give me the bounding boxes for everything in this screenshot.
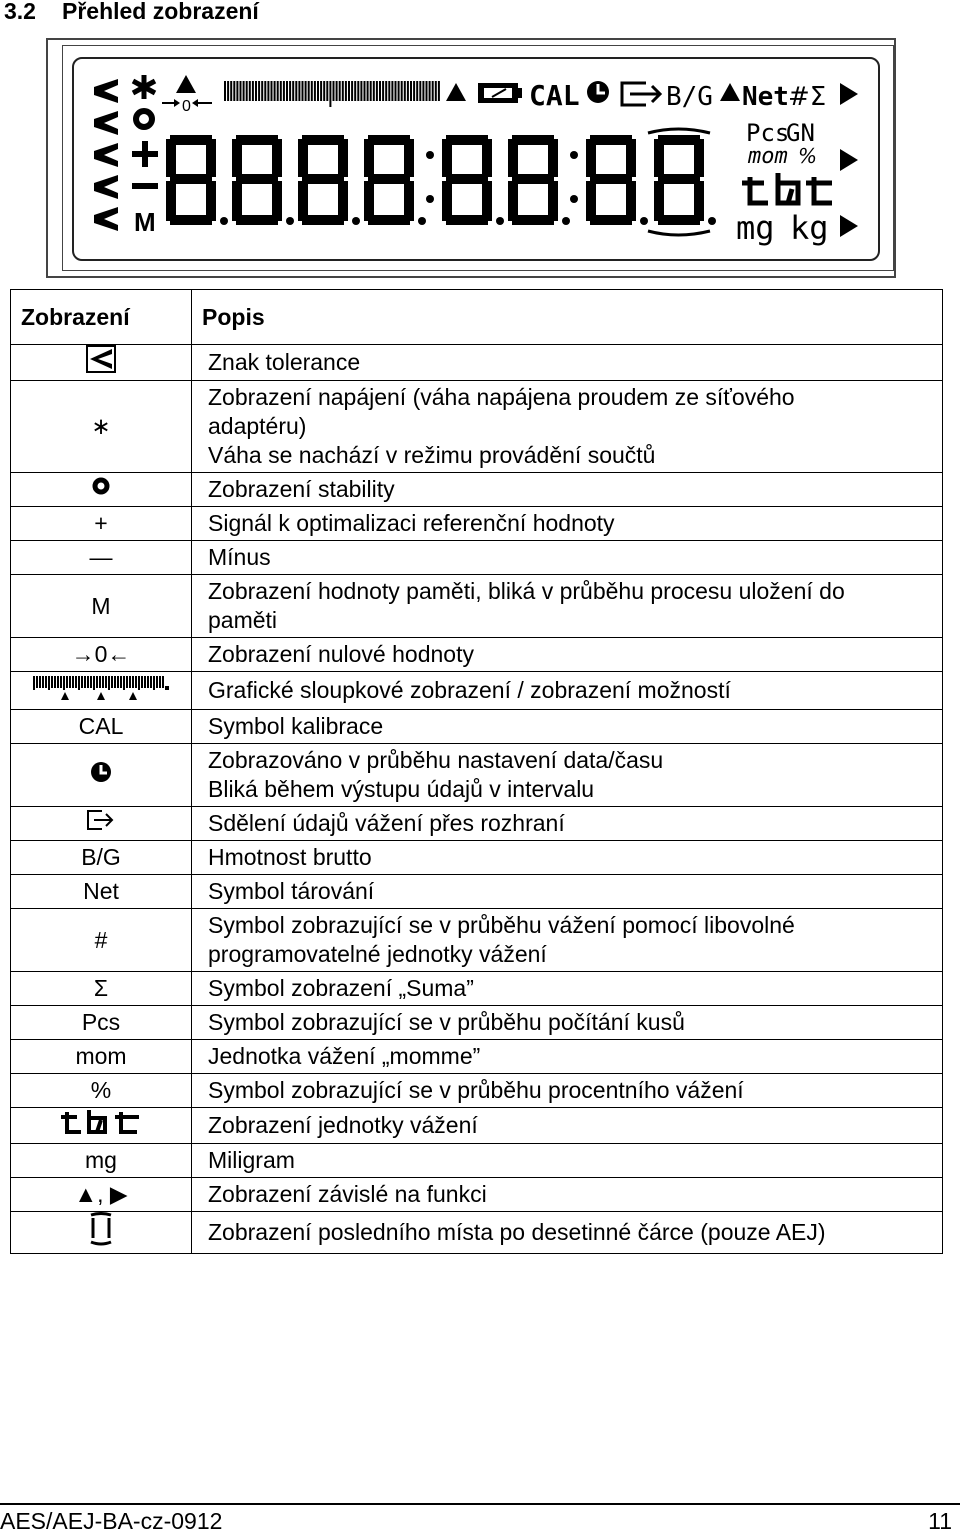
description-cell [192, 744, 943, 807]
table-row [11, 575, 943, 638]
description-text: Symbol zobrazující se v průběhu počítání kusů [208, 1009, 685, 1035]
symbol-text: ▲, ▶ [74, 1181, 128, 1207]
table-row [11, 875, 943, 909]
description-cell [192, 1178, 943, 1212]
table-row [11, 1074, 943, 1108]
symbol-cell [11, 575, 192, 638]
description-text: Symbol kalibrace [208, 713, 384, 739]
lcd-hash-sigma-label: #Σ [788, 82, 827, 112]
description-text: Mínus [208, 544, 271, 570]
section-heading [4, 0, 259, 25]
lcd-kg-label: kg [790, 209, 829, 247]
lcd-percent-label: % [798, 144, 818, 168]
lcd-bg-label: B/G [666, 82, 713, 112]
description-text: Sdělení údajů vážení přes rozhraní [208, 810, 565, 836]
lcd-cal-label: CAL [529, 79, 580, 112]
description-cell [192, 473, 943, 507]
minus-icon [132, 183, 158, 189]
lcd-mom-label: mom [748, 144, 788, 169]
symbol-text: M [91, 592, 111, 619]
stability-icon [136, 111, 152, 127]
description-cell [192, 345, 943, 381]
symbol-cell [11, 972, 192, 1006]
description-text: Zobrazováno v průběhu nastavení data/času Bliká během výstupu údajů v intervalu [208, 747, 664, 802]
description-text: Miligram [208, 1147, 295, 1173]
symbol-text: Pcs [81, 1009, 121, 1035]
right-triangle-icon-2 [840, 149, 858, 171]
description-text: Hmotnost brutto [208, 844, 372, 870]
right-triangle-icon [840, 83, 858, 105]
symbol-text: →0← [71, 641, 131, 667]
lcd-net-label: Net [742, 82, 789, 112]
symbol-text: % [90, 1077, 112, 1103]
table-row [11, 672, 943, 710]
right-triangle-icon-3 [840, 215, 858, 237]
table-row [11, 1006, 943, 1040]
description-cell [192, 575, 943, 638]
symbol-cell [11, 909, 192, 972]
table-row [11, 1178, 943, 1212]
description-cell [192, 638, 943, 672]
description-cell [192, 672, 943, 710]
section-number: 3.2 [4, 0, 36, 24]
weight-unit-segments-icon [742, 173, 832, 203]
interface-arrow-icon [622, 83, 660, 105]
symbol-cell [11, 473, 192, 507]
table-row [11, 541, 943, 575]
description-cell [192, 381, 943, 473]
footer-divider [0, 1503, 960, 1505]
symbol-cell [11, 1212, 192, 1254]
table-row [11, 638, 943, 672]
section-title: Přehled zobrazení [61, 0, 259, 24]
tolerance-icon [86, 352, 116, 378]
clock-icon [587, 81, 609, 103]
symbol-cell [11, 672, 192, 710]
symbol-text: CAL [78, 713, 124, 739]
description-text: Symbol zobrazení „Suma” [208, 975, 474, 1001]
symbol-text: + [94, 510, 108, 536]
table-header-row [11, 290, 943, 345]
symbol-cell [11, 807, 192, 841]
interface-arrow-icon [86, 810, 116, 836]
symbol-cell [11, 710, 192, 744]
symbol-text: ∗ [91, 413, 111, 439]
description-cell [192, 972, 943, 1006]
plus-icon [132, 141, 158, 167]
symbol-text: Net [83, 878, 119, 904]
description-text: Zobrazení hodnoty paměti, bliká v průběhu procesu uložení do paměti [208, 578, 845, 633]
table-row [11, 507, 943, 541]
last-digit-icon [87, 1225, 115, 1251]
symbol-cell [11, 638, 192, 672]
lcd-display-graphic [74, 59, 882, 263]
description-text: Symbol zobrazující se v průběhu vážení pomocí libovolné programovatelné jednotky vážení [208, 912, 795, 967]
symbol-text: # [94, 926, 108, 953]
bg-triangle-icon [720, 83, 740, 101]
symbol-cell [11, 1178, 192, 1212]
footer-document-id: AES/AEJ-BA-cz-0912 [0, 1508, 223, 1534]
symbol-cell [11, 1144, 192, 1178]
description-cell [192, 909, 943, 972]
description-text: Zobrazení stability [208, 476, 395, 502]
description-cell [192, 507, 943, 541]
description-text: Zobrazení jednotky vážení [208, 1112, 478, 1138]
symbol-text: mg [85, 1147, 117, 1173]
description-cell [192, 1006, 943, 1040]
description-text: Zobrazení nulové hodnoty [208, 641, 474, 667]
battery-icon [478, 83, 522, 103]
description-text: Symbol tárování [208, 878, 375, 904]
table-row [11, 1212, 943, 1254]
triangle-icon [446, 83, 466, 101]
description-cell [192, 710, 943, 744]
table-row [11, 1108, 943, 1144]
description-cell [192, 1144, 943, 1178]
bargraph-icon [224, 81, 440, 107]
description-text: Grafické sloupkové zobrazení / zobrazení možností [208, 677, 731, 703]
symbol-text: mom [75, 1043, 127, 1069]
table-row [11, 473, 943, 507]
symbol-cell [11, 1108, 192, 1144]
table-row [11, 710, 943, 744]
symbol-description-table [10, 289, 943, 1254]
seven-segment-digits [166, 129, 716, 235]
table-row [11, 1144, 943, 1178]
description-cell [192, 807, 943, 841]
footer-page-number: 11 [928, 1508, 952, 1534]
table-row [11, 807, 943, 841]
asterisk-icon [133, 75, 155, 99]
stability-icon [90, 476, 112, 502]
lcd-gn-label: GN [786, 119, 815, 147]
symbol-cell [11, 381, 192, 473]
symbol-cell [11, 541, 192, 575]
table-row [11, 345, 943, 381]
symbol-cell [11, 1074, 192, 1108]
description-cell [192, 1212, 943, 1254]
table-row [11, 841, 943, 875]
weight-unit-segments-icon [59, 1115, 143, 1141]
column-header-description: Popis [192, 290, 943, 345]
description-cell [192, 1040, 943, 1074]
tolerance-icon [94, 79, 118, 231]
table-row [11, 381, 943, 473]
table-row [11, 1040, 943, 1074]
symbol-cell [11, 841, 192, 875]
table-row [11, 909, 943, 972]
symbol-text: B/G [81, 844, 121, 870]
symbol-cell [11, 744, 192, 807]
table-row [11, 744, 943, 807]
description-text: Jednotka vážení „momme” [208, 1043, 481, 1069]
clock-icon [89, 763, 113, 789]
bargraph-icon [31, 681, 171, 707]
lcd-pcs-label: Pcs [746, 119, 790, 147]
description-text: Zobrazení závislé na funkci [208, 1181, 487, 1207]
symbol-text: — [89, 544, 113, 570]
description-cell [192, 1108, 943, 1144]
column-header-display: Zobrazení [11, 290, 192, 345]
lcd-mg-label: mg [736, 209, 775, 247]
table-row [11, 972, 943, 1006]
description-text: Zobrazení napájení (váha napájena proudem ze síťového adaptéru) Váha se nachází v režimu provádění součtů [208, 384, 795, 468]
description-cell [192, 841, 943, 875]
zero-arrow-icon [162, 75, 212, 115]
symbol-cell [11, 345, 192, 381]
description-text: Symbol zobrazující se v průběhu procentního vážení [208, 1077, 744, 1103]
description-text: Zobrazení posledního místa po desetinné čárce (pouze AEJ) [208, 1219, 826, 1245]
svg-text:0: 0 [182, 98, 191, 115]
description-cell [192, 541, 943, 575]
description-cell [192, 875, 943, 909]
description-text: Signál k optimalizaci referenční hodnoty [208, 510, 615, 536]
description-cell [192, 1074, 943, 1108]
lcd-display [72, 57, 880, 261]
description-text: Znak tolerance [208, 349, 361, 375]
symbol-cell [11, 875, 192, 909]
symbol-cell [11, 1040, 192, 1074]
symbol-cell [11, 507, 192, 541]
lcd-memory-label: M [134, 207, 156, 237]
symbol-cell [11, 1006, 192, 1040]
symbol-text: Σ [93, 975, 109, 1001]
